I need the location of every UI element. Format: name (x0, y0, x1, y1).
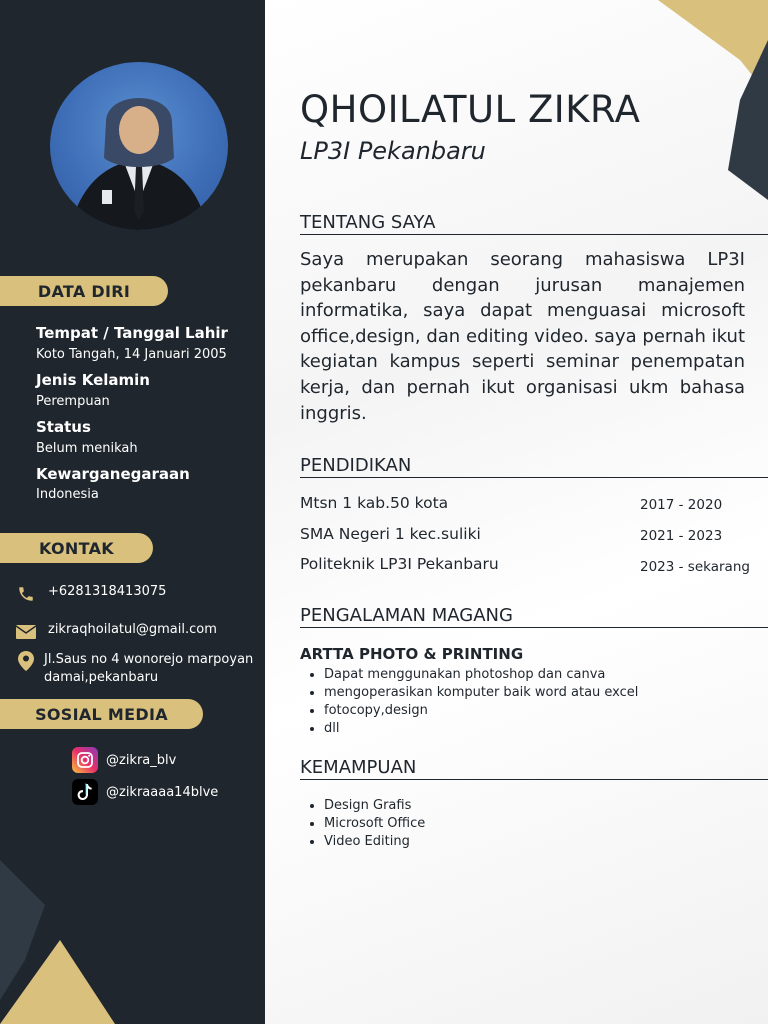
mail-icon (16, 622, 36, 642)
list-item: • Microsoft Office (324, 815, 425, 833)
data-diri-heading (0, 276, 168, 306)
social-instagram-text: @zikra_blv (106, 752, 177, 768)
field-label-birth: Tempat / Tanggal Lahir (36, 324, 228, 342)
kontak-title: KONTAK (39, 538, 114, 558)
data-diri-title: DATA DIRI (37, 281, 131, 301)
contact-phone-text: +6281318413075 (48, 584, 167, 599)
education-heading: PENDIDIKAN (300, 455, 768, 478)
field-value-birth: Koto Tangah, 14 Januari 2005 (36, 347, 227, 362)
field-label-status: Status (36, 418, 91, 436)
list-item: • dll (324, 720, 638, 738)
decor-top-right (640, 0, 768, 200)
list-item: • mengoperasikan komputer baik word atau excel (324, 684, 638, 702)
education-item-years: 2017 - 2020 (640, 497, 723, 513)
skills-heading: KEMAMPUAN (300, 757, 768, 780)
field-label-gender: Jenis Kelamin (36, 371, 150, 389)
contact-phone[interactable] (16, 584, 166, 604)
education-item-years: 2021 - 2023 (640, 528, 723, 544)
profile-subtitle: LP3I Pekanbaru (300, 137, 486, 165)
profile-name: QHOILATUL ZIKRA (300, 88, 641, 131)
tiktok-icon (72, 779, 98, 805)
about-text: Saya merupakan seorang mahasiswa LP3I pekanbaru dengan jurusan manajemen informatika, saya dapat menguasai microsoft office,design, dan editing video. saya pernah ikut kegiatan kampus seperti seminar penempatan kerja, dan pernah ikut organisasi ukm bahasa inggris. (300, 249, 745, 424)
field-label-nationality: Kewarganegaraan (36, 465, 190, 483)
list-item: • Design Grafis (324, 797, 425, 815)
skills-list (306, 797, 425, 851)
education-item-school: Politeknik LP3I Pekanbaru (300, 555, 499, 573)
kontak-heading (0, 533, 153, 563)
sosial-media-heading (0, 699, 203, 729)
social-instagram[interactable] (72, 747, 176, 773)
education-item-years: 2023 - sekarang (640, 559, 750, 575)
social-tiktok-text: @zikraaaa14blve (106, 784, 219, 800)
internship-company: ARTTA PHOTO & PRINTING (300, 645, 524, 663)
list-item: • fotocopy,design (324, 702, 638, 720)
sidebar (0, 0, 265, 1024)
education-item-school: SMA Negeri 1 kec.suliki (300, 525, 481, 543)
decor-bottom-left (0, 850, 265, 1024)
about-heading: TENTANG SAYA (300, 212, 768, 235)
contact-address (16, 651, 264, 687)
profile-photo (50, 62, 228, 230)
list-item: • Video Editing (324, 833, 425, 851)
contact-address-text: Jl.Saus no 4 wonorejo marpoyan damai,pekanbaru (44, 652, 254, 685)
field-value-status: Belum menikah (36, 441, 138, 456)
internship-heading: PENGALAMAN MAGANG (300, 605, 768, 628)
social-tiktok[interactable] (72, 779, 218, 805)
location-pin-icon (16, 651, 36, 671)
instagram-icon (72, 747, 98, 773)
phone-icon (16, 584, 36, 604)
field-value-gender: Perempuan (36, 394, 110, 409)
contact-email-text: zikraqhoilatul@gmail.com (48, 622, 217, 637)
internship-task-list (306, 666, 638, 738)
education-item-school: Mtsn 1 kab.50 kota (300, 494, 449, 512)
list-item: • Dapat menggunakan photoshop dan canva (324, 666, 638, 684)
field-value-nationality: Indonesia (36, 487, 99, 502)
sosial-media-title: SOSIAL MEDIA (35, 704, 168, 724)
contact-email[interactable] (16, 622, 217, 642)
